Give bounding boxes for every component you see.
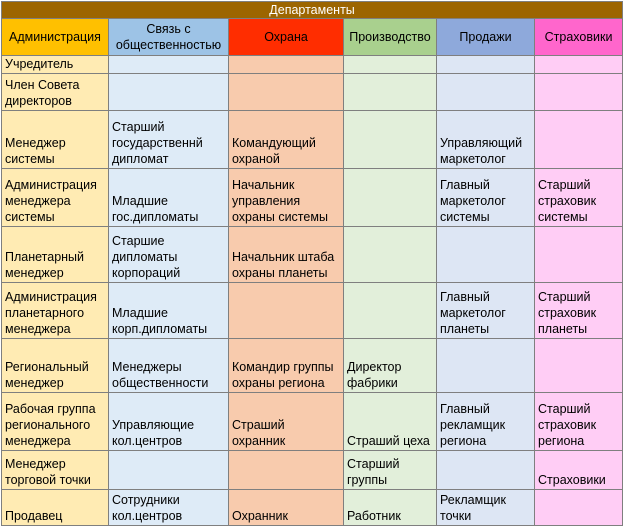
table-cell[interactable]: Член Совета директоров — [2, 74, 109, 111]
table-cell[interactable] — [109, 56, 229, 74]
table-cell[interactable]: Главный маркетолог системы — [437, 169, 535, 227]
table-cell[interactable] — [437, 74, 535, 111]
table-cell[interactable] — [344, 227, 437, 283]
table-cell[interactable]: Младшие гос.дипломаты — [109, 169, 229, 227]
table-cell[interactable]: Управляющий маркетолог — [437, 111, 535, 169]
table-cell[interactable]: Командующий охраной — [229, 111, 344, 169]
table-cell[interactable]: Менеджеры общественности — [109, 339, 229, 393]
header-security[interactable]: Охрана — [229, 19, 344, 56]
table-cell[interactable] — [535, 74, 623, 111]
table-cell[interactable] — [437, 56, 535, 74]
table-cell[interactable]: Директор фабрики — [344, 339, 437, 393]
table-row — [2, 451, 623, 490]
table-cell[interactable]: Продавец — [2, 490, 109, 526]
table-cell[interactable]: Начальник штаба охраны планеты — [229, 227, 344, 283]
table-cell[interactable]: Начальник управления охраны системы — [229, 169, 344, 227]
table-cell[interactable]: Младшие корп.дипломаты — [109, 283, 229, 339]
table-cell[interactable]: Работник — [344, 490, 437, 526]
table-cell[interactable]: Командир группы охраны региона — [229, 339, 344, 393]
table-row — [2, 490, 623, 526]
table-row — [2, 74, 623, 111]
table-cell[interactable]: Сотрудники кол.центров — [109, 490, 229, 526]
table-cell[interactable]: Планетарный менеджер — [2, 227, 109, 283]
table-row — [2, 339, 623, 393]
table-cell[interactable] — [344, 74, 437, 111]
header-public-relations[interactable]: Связь с общественностью — [109, 19, 229, 56]
table-cell[interactable]: Администрация планетарного менеджера — [2, 283, 109, 339]
table-cell[interactable]: Главный рекламщик региона — [437, 393, 535, 451]
table-cell[interactable]: Менеджер системы — [2, 111, 109, 169]
table-cell[interactable] — [344, 169, 437, 227]
table-cell[interactable] — [229, 451, 344, 490]
table-cell[interactable]: Страховики — [535, 451, 623, 490]
table-cell[interactable] — [437, 339, 535, 393]
table-row — [2, 393, 623, 451]
table-cell[interactable] — [229, 74, 344, 111]
table-cell[interactable] — [229, 56, 344, 74]
table-row — [2, 169, 623, 227]
table-cell[interactable] — [344, 56, 437, 74]
table-cell[interactable]: Рабочая группа регионального менеджера — [2, 393, 109, 451]
table-cell[interactable]: Старший страховик планеты — [535, 283, 623, 339]
table-cell[interactable] — [437, 227, 535, 283]
table-cell[interactable]: Старший государственнй дипломат — [109, 111, 229, 169]
table-row — [2, 283, 623, 339]
table-cell[interactable]: Региональный менеджер — [2, 339, 109, 393]
table-cell[interactable]: Главный маркетолог планеты — [437, 283, 535, 339]
table-cell[interactable] — [109, 74, 229, 111]
table-cell[interactable] — [229, 283, 344, 339]
table-cell[interactable]: Администрация менеджера системы — [2, 169, 109, 227]
table-cell[interactable]: Страший охранник — [229, 393, 344, 451]
table-cell[interactable] — [344, 283, 437, 339]
table-cell[interactable]: Старший группы — [344, 451, 437, 490]
table-cell[interactable] — [535, 339, 623, 393]
table-row — [2, 56, 623, 74]
table-cell[interactable]: Менеджер торговой точки — [2, 451, 109, 490]
departments-table — [1, 1, 623, 526]
table-cell[interactable]: Учредитель — [2, 56, 109, 74]
table-cell[interactable]: Старший страховик системы — [535, 169, 623, 227]
departments-spreadsheet — [1, 1, 622, 526]
table-row — [2, 111, 623, 169]
table-cell[interactable] — [437, 451, 535, 490]
table-title[interactable]: Департаменты — [2, 2, 623, 19]
header-administration[interactable]: Администрация — [2, 19, 109, 56]
table-cell[interactable]: Старшие дипломаты корпораций — [109, 227, 229, 283]
table-cell[interactable]: Старший страховик региона — [535, 393, 623, 451]
header-sales[interactable]: Продажи — [437, 19, 535, 56]
table-cell[interactable]: Рекламщик точки — [437, 490, 535, 526]
table-row — [2, 227, 623, 283]
table-cell[interactable] — [535, 56, 623, 74]
table-cell[interactable] — [344, 111, 437, 169]
table-cell[interactable] — [109, 451, 229, 490]
table-cell[interactable]: Охранник — [229, 490, 344, 526]
header-production[interactable]: Производство — [344, 19, 437, 56]
table-cell[interactable] — [535, 111, 623, 169]
table-cell[interactable]: Управляющие кол.центров — [109, 393, 229, 451]
header-insurance[interactable]: Страховики — [535, 19, 623, 56]
table-cell[interactable] — [535, 227, 623, 283]
table-cell[interactable]: Страший цеха — [344, 393, 437, 451]
table-cell[interactable] — [535, 490, 623, 526]
